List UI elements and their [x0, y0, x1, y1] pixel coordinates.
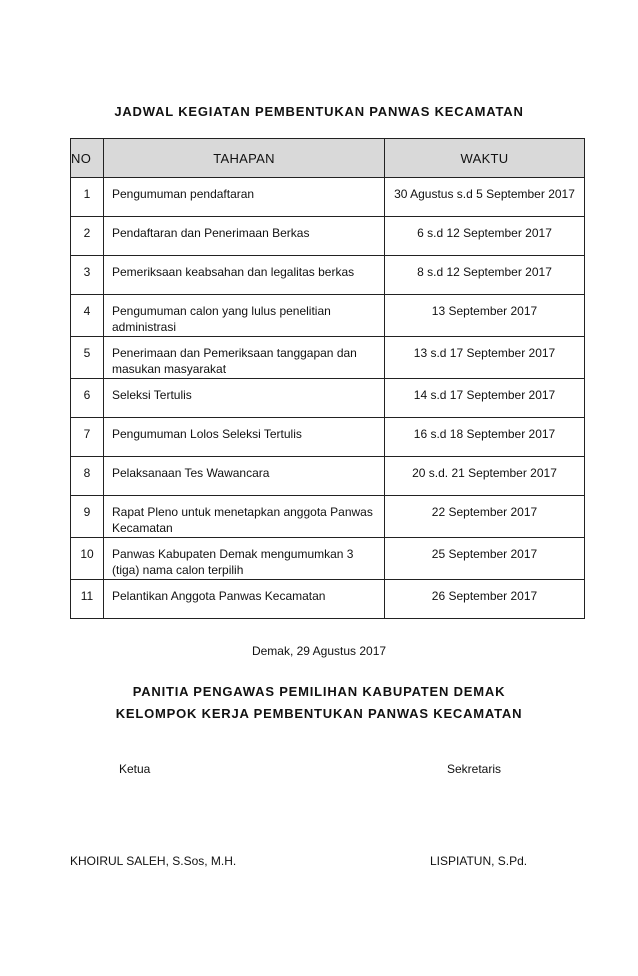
place-date: Demak, 29 Agustus 2017: [251, 644, 387, 658]
row-no: 3: [71, 256, 104, 295]
row-no: 5: [71, 337, 104, 379]
table-row: [71, 217, 585, 256]
row-no: 9: [71, 496, 104, 538]
row-no: 10: [71, 538, 104, 580]
org-line-2: KELOMPOK KERJA PEMBENTUKAN PANWAS KECAMATAN: [115, 706, 523, 721]
row-waktu: 6 s.d 12 September 2017: [385, 217, 585, 256]
row-no: 8: [71, 457, 104, 496]
row-no: 4: [71, 295, 104, 337]
row-waktu: 8 s.d 12 September 2017: [385, 256, 585, 295]
table-row: [71, 337, 585, 379]
table-row: [71, 538, 585, 580]
row-waktu: 13 September 2017: [385, 295, 585, 337]
schedule-table: [70, 138, 585, 619]
ketua-name: KHOIRUL SALEH, S.Sos, M.H.: [70, 854, 237, 868]
ketua-title: Ketua: [119, 762, 151, 776]
row-waktu: 22 September 2017: [385, 496, 585, 538]
row-no: 7: [71, 418, 104, 457]
row-waktu: 26 September 2017: [385, 580, 585, 619]
row-tahapan: Penerimaan dan Pemeriksaan tanggapan dan masukan masyarakat: [104, 337, 385, 379]
row-tahapan: Pemeriksaan keabsahan dan legalitas berkas: [104, 256, 385, 295]
row-tahapan: Seleksi Tertulis: [104, 379, 385, 418]
header-tahapan: TAHAPAN: [104, 139, 385, 178]
org-line-1: PANITIA PENGAWAS PEMILIHAN KABUPATEN DEMAK: [132, 684, 506, 699]
table-row: [71, 496, 585, 538]
row-waktu: 30 Agustus s.d 5 September 2017: [385, 178, 585, 217]
table-row: [71, 256, 585, 295]
header-waktu: WAKTU: [385, 139, 585, 178]
row-waktu: 13 s.d 17 September 2017: [385, 337, 585, 379]
row-waktu: 16 s.d 18 September 2017: [385, 418, 585, 457]
sekretaris-title: Sekretaris: [447, 762, 502, 776]
table-row: [71, 457, 585, 496]
row-no: 11: [71, 580, 104, 619]
row-no: 1: [71, 178, 104, 217]
row-tahapan: Pelaksanaan Tes Wawancara: [104, 457, 385, 496]
table-row: [71, 178, 585, 217]
table-row: [71, 580, 585, 619]
row-no: 2: [71, 217, 104, 256]
page-title: JADWAL KEGIATAN PEMBENTUKAN PANWAS KECAMATAN: [114, 104, 524, 119]
sekretaris-name: LISPIATUN, S.Pd.: [430, 854, 528, 868]
row-tahapan: Pengumuman pendaftaran: [104, 178, 385, 217]
table-header-row: [71, 139, 585, 178]
row-waktu: 25 September 2017: [385, 538, 585, 580]
row-tahapan: Pendaftaran dan Penerimaan Berkas: [104, 217, 385, 256]
row-tahapan: Panwas Kabupaten Demak mengumumkan 3 (tiga) nama calon terpilih: [104, 538, 385, 580]
table-row: [71, 418, 585, 457]
table-row: [71, 379, 585, 418]
row-no: 6: [71, 379, 104, 418]
table-row: [71, 295, 585, 337]
row-tahapan: Rapat Pleno untuk menetapkan anggota Panwas Kecamatan: [104, 496, 385, 538]
row-waktu: 14 s.d 17 September 2017: [385, 379, 585, 418]
row-waktu: 20 s.d. 21 September 2017: [385, 457, 585, 496]
row-tahapan: Pelantikan Anggota Panwas Kecamatan: [104, 580, 385, 619]
row-tahapan: Pengumuman Lolos Seleksi Tertulis: [104, 418, 385, 457]
row-tahapan: Pengumuman calon yang lulus penelitian administrasi: [104, 295, 385, 337]
header-no: NO: [71, 139, 104, 178]
